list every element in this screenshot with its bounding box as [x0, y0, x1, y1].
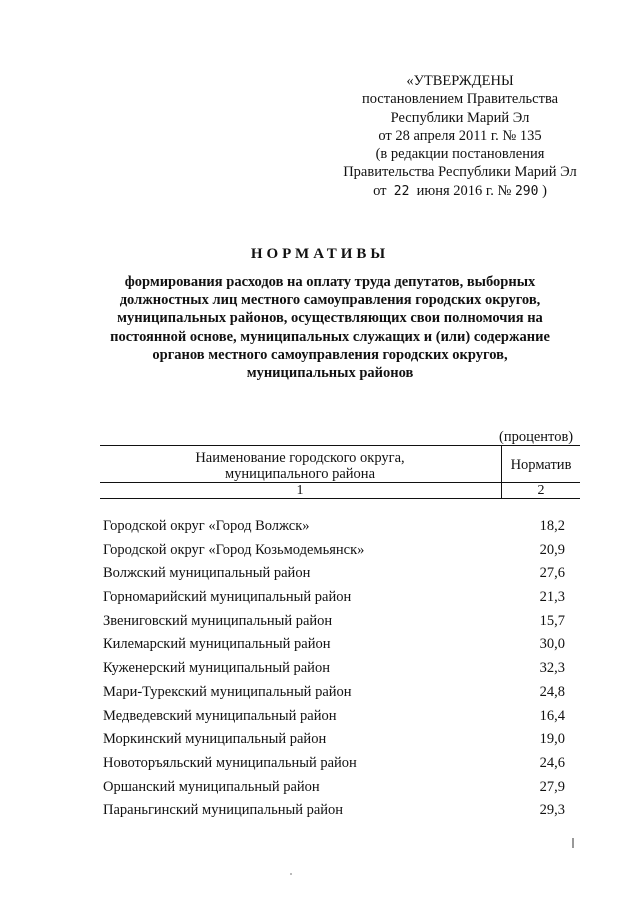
- subtitle-line: должностных лиц местного самоуправления городских округов,: [119, 292, 541, 309]
- amendment-line: [330, 182, 590, 201]
- row-name: Килемарский муниципальный район: [103, 636, 331, 653]
- subtitle-line: муниципальных районов, осуществляющих свои полномочия на: [117, 310, 543, 327]
- row-name: Медведевский муниципальный район: [103, 707, 337, 724]
- table-row: [103, 589, 565, 613]
- table-row: [103, 802, 565, 826]
- subtitle-line: постоянной основе, муниципальных служащих и (или) содержание: [110, 328, 550, 345]
- approval-line: (в редакции постановления: [375, 146, 545, 163]
- approval-line: «УТВЕРЖДЕНЫ: [406, 73, 514, 89]
- approval-block: [330, 72, 590, 201]
- row-name: Моркинский муниципальный район: [103, 731, 327, 748]
- column-header-name: Наименование городского округа, муниципального района: [195, 450, 405, 482]
- amendment-prefix: от: [373, 182, 387, 199]
- approval-line: постановлением Правительства: [361, 91, 559, 108]
- subtitle-line: муниципальных районов: [246, 365, 414, 382]
- table-body: [103, 518, 565, 826]
- row-value: 18,2: [539, 518, 565, 534]
- row-name: Горномарийский муниципальный район: [103, 589, 352, 606]
- table-row: [103, 660, 565, 684]
- table-units: (процентов): [499, 429, 574, 445]
- row-value: 27,6: [539, 565, 565, 582]
- row-name: Куженерский муниципальный район: [103, 660, 330, 677]
- scan-speck: [572, 838, 574, 848]
- table-top-rule: [100, 445, 580, 446]
- column-number-1: 1: [296, 483, 304, 498]
- row-value: 16,4: [539, 707, 565, 724]
- column-number-2: 2: [537, 483, 545, 498]
- subtitle-line: органов местного самоуправления городских округов,: [152, 346, 508, 363]
- row-name: Оршанский муниципальный район: [103, 778, 320, 795]
- amendment-number: 290: [514, 183, 539, 199]
- table-row: [103, 518, 565, 542]
- row-name: Мари-Турекский муниципальный район: [103, 683, 352, 700]
- subtitle-line: формирования расходов на оплату труда депутатов, выборных: [124, 274, 536, 290]
- table-header: [100, 445, 580, 499]
- row-value: 30,0: [539, 636, 565, 653]
- table-row: [103, 684, 565, 708]
- approval-line: Республики Марий Эл: [390, 109, 530, 126]
- table-row: [103, 708, 565, 732]
- row-name: Волжский муниципальный район: [103, 565, 311, 582]
- document-subtitle: [90, 273, 570, 382]
- row-value: 27,9: [539, 778, 565, 795]
- table-row: [103, 613, 565, 637]
- row-name: Новоторъяльский муниципальный район: [103, 754, 357, 771]
- table-row: [103, 636, 565, 660]
- amendment-month-year: июня 2016 г. №: [416, 182, 512, 199]
- row-name: Параньгинский муниципальный район: [103, 802, 344, 819]
- amendment-close: ): [542, 182, 547, 199]
- scan-dot: [290, 873, 292, 875]
- row-name: Звениговский муниципальный район: [103, 612, 333, 629]
- row-name: Городской округ «Город Волжск»: [103, 518, 310, 534]
- approval-line: Правительства Республики Марий Эл: [343, 164, 577, 181]
- row-value: 29,3: [539, 802, 565, 819]
- table-row: [103, 565, 565, 589]
- row-value: 19,0: [539, 731, 565, 748]
- row-value: 15,7: [539, 612, 565, 629]
- approval-line: от 28 апреля 2011 г. № 135: [378, 127, 542, 144]
- row-value: 24,6: [539, 754, 565, 771]
- table-row: [103, 542, 565, 566]
- table-row: [103, 731, 565, 755]
- table-row: [103, 779, 565, 803]
- table-row: [103, 755, 565, 779]
- row-value: 32,3: [539, 660, 565, 677]
- document-title: НОРМАТИВЫ: [250, 246, 390, 262]
- row-name: Городской округ «Город Козьмодемьянск»: [103, 541, 365, 558]
- amendment-day: 22: [393, 183, 410, 199]
- row-value: 21,3: [539, 589, 565, 606]
- row-value: 20,9: [539, 541, 565, 558]
- row-value: 24,8: [539, 683, 565, 700]
- column-header-norm: Норматив: [510, 457, 572, 473]
